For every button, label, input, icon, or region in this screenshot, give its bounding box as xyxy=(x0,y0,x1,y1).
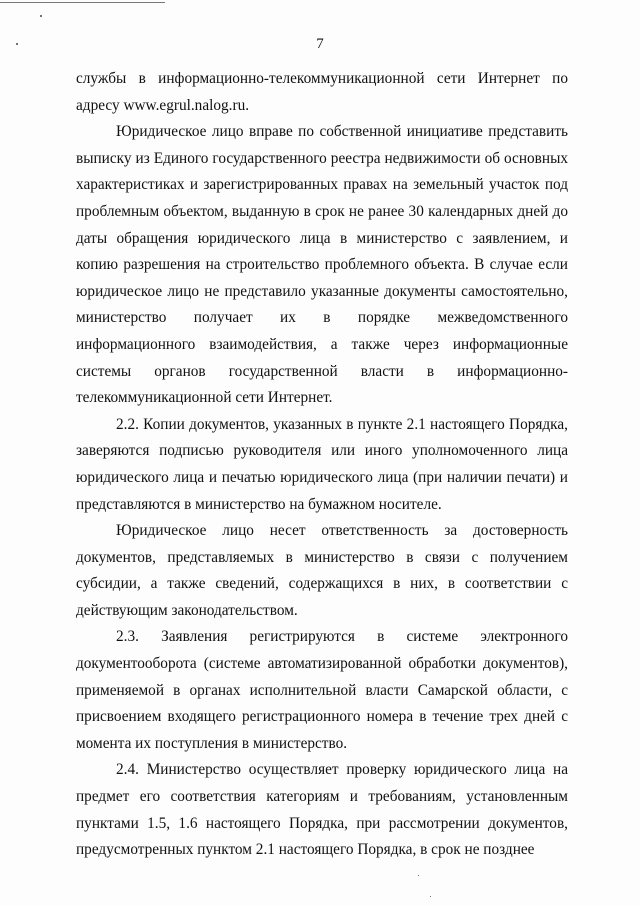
scan-speck xyxy=(430,896,431,897)
scan-edge-line xyxy=(0,2,165,3)
paragraph-continuation: службы в информационно-телекоммуникационной сети Интернет по адресу www.egrul.nalog.ru. xyxy=(76,70,568,114)
scan-speck xyxy=(40,15,42,17)
paragraph-egrn-extract: Юридическое лицо вправе по собственной инициативе представить выписку из Единого государственного реестра недвижимости об основных характеристиках и зарегистрированных правах на земельный участок под проблемным объектом, выданную в срок не ранее 30 календарных дней до даты обращения юридического лица в министерство с заявлением, и копию разрешения на строительство проблемного объекта. В случае если юридическое лицо не представило указанные документы самостоятельно, министерство получает их в порядке межведомственного информационного взаимодействия, а также через информационные системы органов государственной власти в информационно-телекоммуникационной сети Интернет. xyxy=(76,123,568,407)
document-body xyxy=(76,66,568,864)
paragraph-responsibility: Юридическое лицо несет ответственность за достоверность документов, представляемых в министерство в связи с получением субсидии, а также сведений, содержащихся в них, в соответствии с действующим законодательством. xyxy=(76,522,568,619)
paragraph-2-4: 2.4. Министерство осуществляет проверку юридического лица на предмет его соответствия категориям и требованиям, установленным пунктами 1.5, 1.6 настоящего Порядка, при рассмотрении документов, предусмотренных пунктом 2.1 настоящего Порядка, в срок не позднее xyxy=(76,761,568,859)
paragraph-2-3: 2.3. Заявления регистрируются в системе электронного документооборота (системе автоматизированной обработки документов), применяемой в органах исполнительной власти Самарской области, с присвоением входящего регистрационного номера в течение трех дней с момента их поступления в министерство. xyxy=(76,628,568,752)
scan-speck xyxy=(418,875,419,876)
paragraph-2-2: 2.2. Копии документов, указанных в пункте 2.1 настоящего Порядка, заверяются подписью руководителя или иного уполномоченного лица юридического лица и печатью юридического лица (при наличии печати) и представляются в министерство на бумажном носителе. xyxy=(76,415,568,513)
page-number: 7 xyxy=(316,36,324,52)
